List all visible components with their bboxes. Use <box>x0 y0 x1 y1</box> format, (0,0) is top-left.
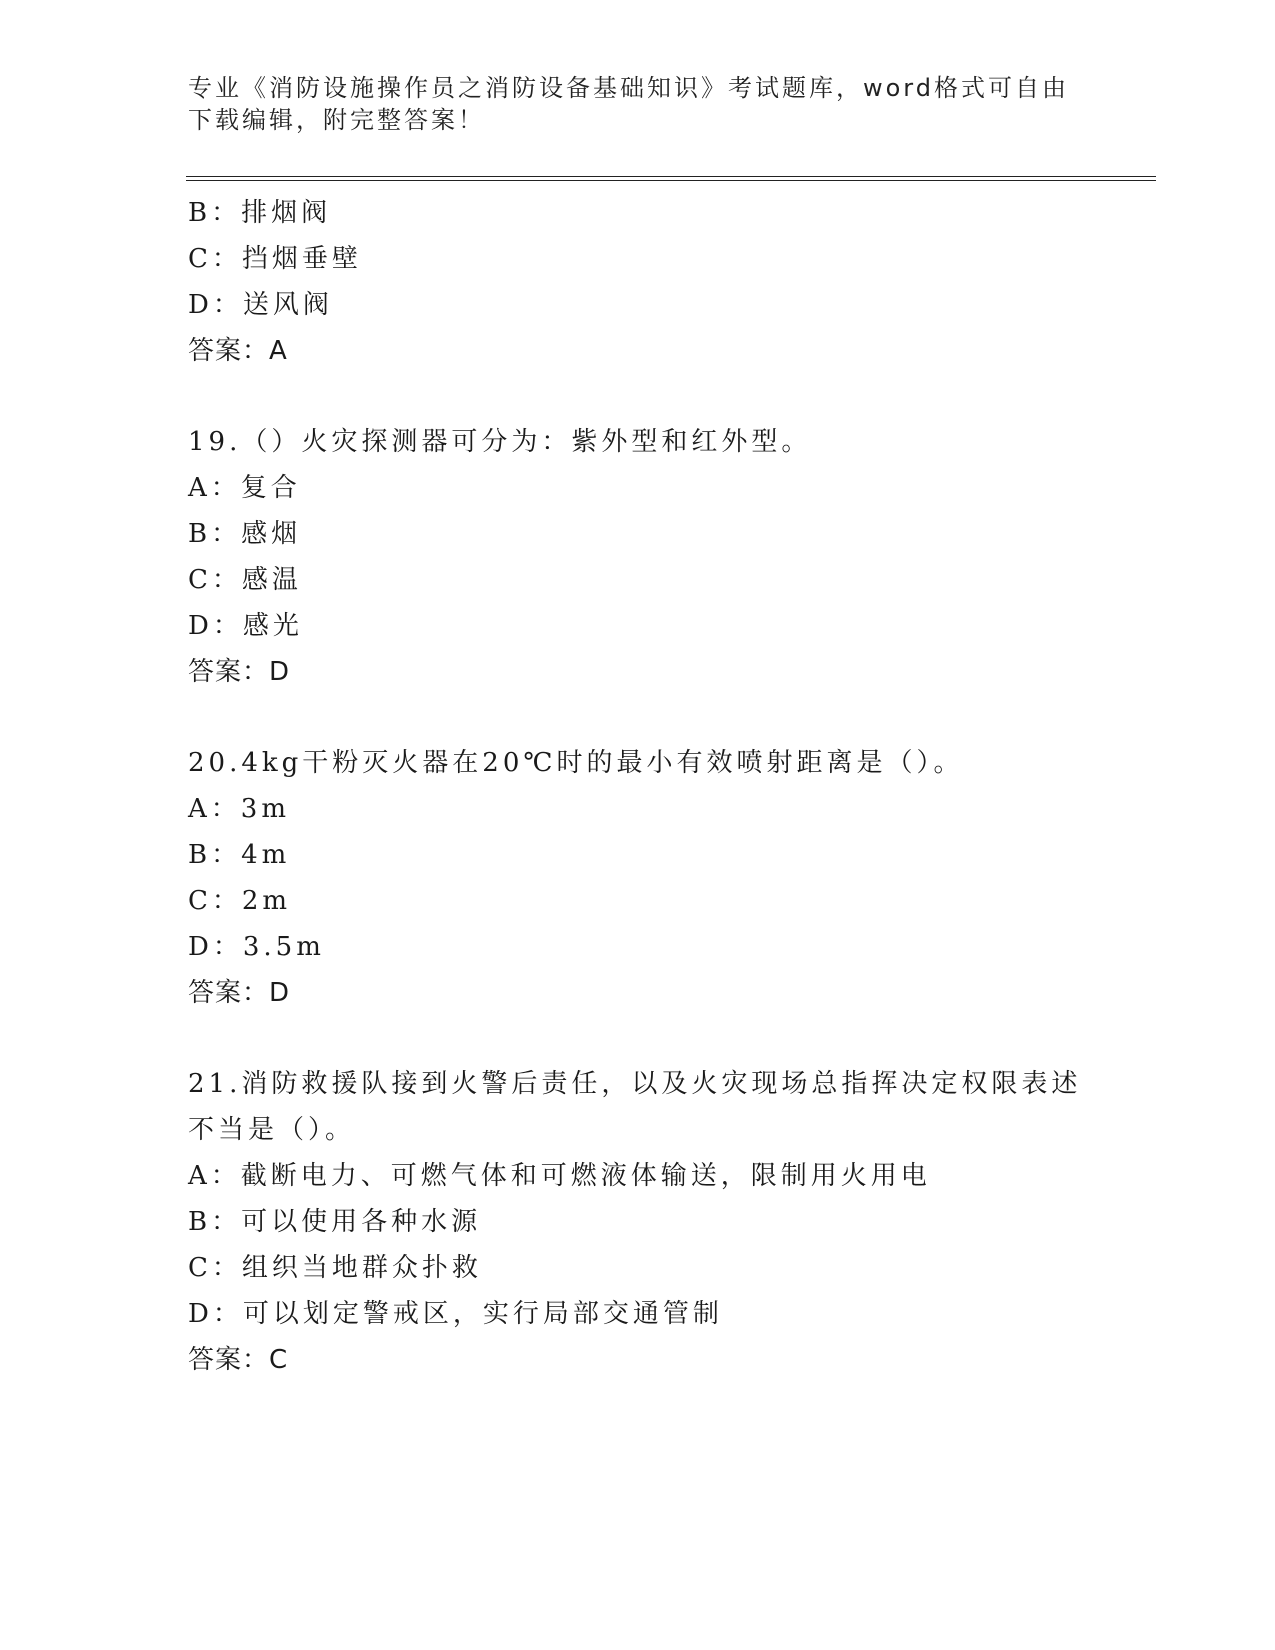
question-content <box>188 190 1088 1383</box>
option-a: A：截断电力、可燃气体和可燃液体输送，限制用火用电 <box>188 1161 931 1191</box>
question-stem: 19.（）火灾探测器可分为：紫外型和红外型。 <box>188 427 812 457</box>
option-c: C：组织当地群众扑救 <box>188 1253 482 1283</box>
option-b: B：4m <box>188 840 291 870</box>
question-19 <box>188 419 1088 695</box>
option-a: A：复合 <box>188 473 301 503</box>
question-stem: 20.4kg干粉灭火器在20℃时的最小有效喷射距离是（）。 <box>188 748 964 778</box>
option-d: D：3.5m <box>188 932 325 962</box>
question-20 <box>188 740 1088 1016</box>
option-d: D：感光 <box>188 611 303 641</box>
option-c: C：感温 <box>188 565 302 595</box>
option-b: B：可以使用各种水源 <box>188 1207 482 1237</box>
option-d: D：送风阀 <box>188 290 333 320</box>
continued-question <box>188 190 1088 374</box>
document-header: 专业《消防设施操作员之消防设备基础知识》考试题库，word格式可自由下载编辑，附完整答案！ <box>188 74 1069 134</box>
option-b: B：感烟 <box>188 519 302 549</box>
answer-line: 答案：A <box>188 336 288 366</box>
answer-line: 答案：D <box>188 657 291 687</box>
option-b: B：排烟阀 <box>188 198 332 228</box>
question-21 <box>188 1061 1088 1383</box>
answer-line: 答案：D <box>188 978 291 1008</box>
option-a: A：3m <box>188 794 290 824</box>
option-c: C：2m <box>188 886 292 916</box>
option-d: D：可以划定警戒区，实行局部交通管制 <box>188 1299 723 1329</box>
option-c: C：挡烟垂壁 <box>188 244 362 274</box>
question-stem: 21.消防救援队接到火警后责任，以及火灾现场总指挥决定权限表述不当是（）。 <box>188 1069 1082 1145</box>
header-divider <box>186 176 1156 181</box>
answer-line: 答案：C <box>188 1345 289 1375</box>
